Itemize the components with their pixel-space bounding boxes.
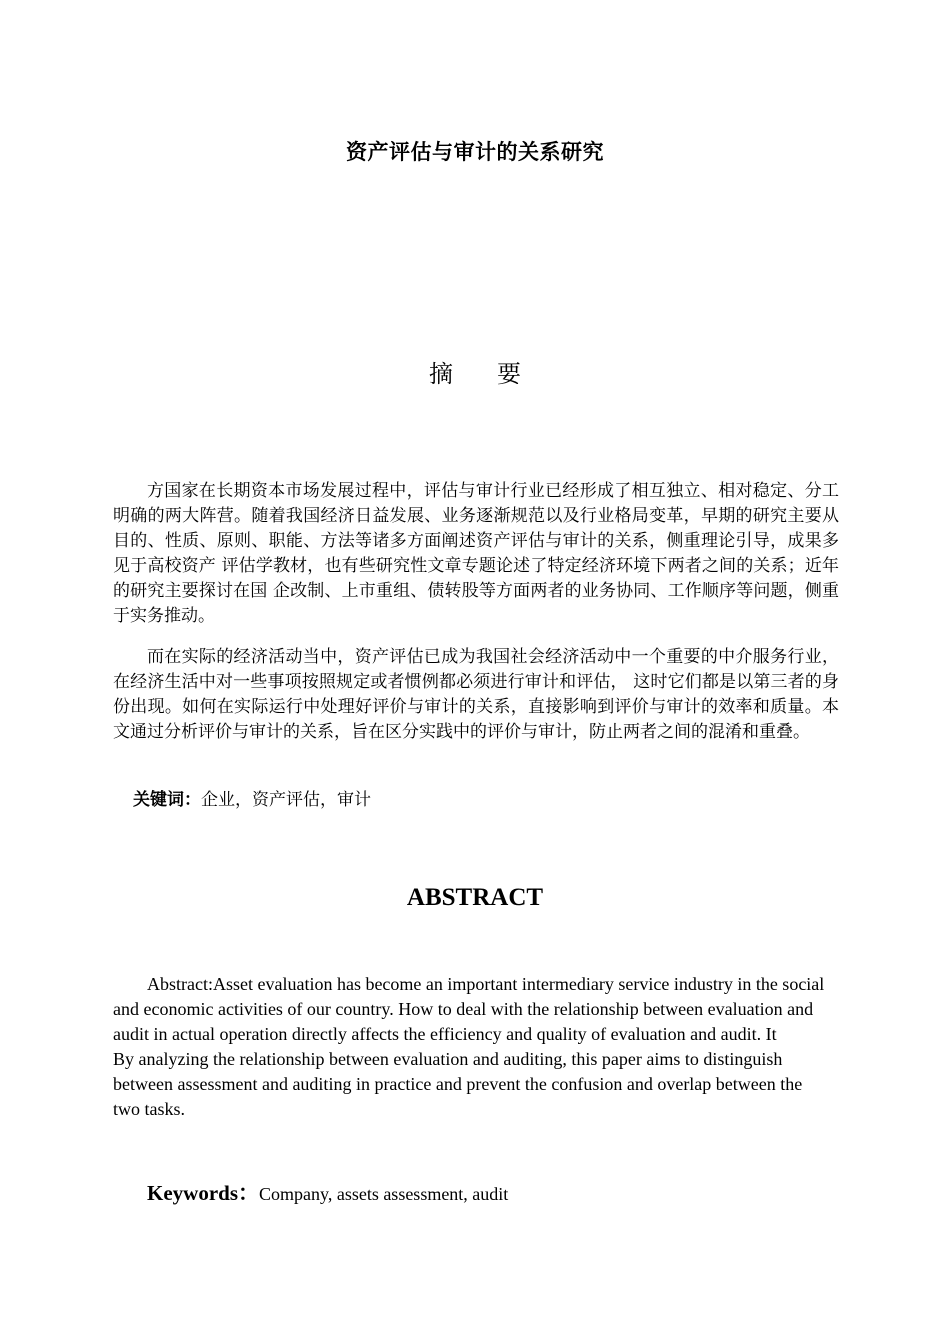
cn-keywords-label: 关键词：: [133, 790, 201, 810]
en-keywords-value: Company, assets assessment, audit: [259, 1184, 509, 1204]
cn-keywords: [133, 788, 371, 813]
cn-abstract-paragraph-1: 方国家在长期资本市场发展过程中，评估与审计行业已经形成了相互独立、相对稳定、分工明确的两大阵营。随着我国经济日益发展、业务逐渐规范以及行业格局变革，早期的研究主要从目的、性质、原则、职能、方法等诸多方面阐述资产评估与审计的关系，侧重理论引导，成果多见于高校资产 评估学教材，也有些研究性文章专题论述了特定经济环境下两者之间的关系；近年的研究主要探讨在国 企改制、上市重组、债转股等方面两者的业务协同、工作顺序等问题，侧重于实务推动。: [113, 481, 839, 626]
en-abstract-line-1: Abstract:Asset evaluation has become an important intermediary service industry in the social and economic activities of our country. How to deal with the relationship between evaluation and audit in actual operation directly affects the efficiency and quality of evaluation and audit. It: [113, 974, 825, 1044]
cn-abstract-heading-char-2: 要: [497, 360, 521, 388]
cn-abstract-paragraph-2: 而在实际的经济活动当中，资产评估已成为我国社会经济活动中一个重要的中介服务行业，在经济生活中对一些事项按照规定或者惯例都必须进行审计和评估， 这时它们都是以第三者的身份出现。如何在实际运行中处理好评价与审计的关系，直接影响到评价与审计的效率和质量。本文通过分析评价与审计的关系，旨在区分实践中的评价与审计，防止两者之间的混淆和重叠。: [113, 647, 839, 742]
cn-keywords-value: 企业，资产评估，审计: [201, 790, 371, 810]
cn-abstract-heading-char-1: 摘: [429, 360, 453, 388]
en-keywords-label: Keywords：: [147, 1181, 259, 1205]
en-abstract-paragraph-2: By analyzing the relationship between evaluation and auditing, this paper aims to distinguish between assessment and auditing in practice and prevent the confusion and overlap between the two tasks.: [113, 1049, 803, 1119]
document-title: 资产评估与审计的关系研究: [346, 140, 604, 164]
en-abstract-heading: ABSTRACT: [406, 884, 544, 911]
cn-abstract-heading: [0, 354, 950, 389]
en-keywords: [147, 1177, 508, 1207]
en-abstract-body: [113, 972, 833, 1122]
en-abstract-paragraph-1: [113, 972, 833, 1047]
